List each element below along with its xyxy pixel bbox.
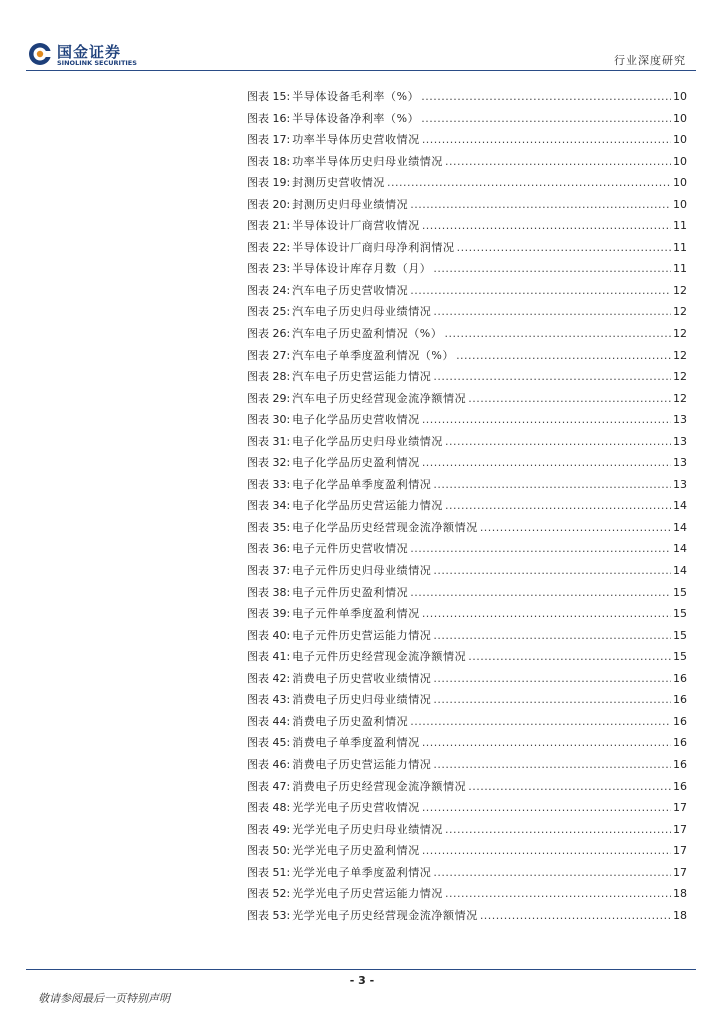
toc-entry-title: 电子化学品历史经营现金流净额情况: [292, 520, 478, 534]
toc-entry-number: 图表 41:: [247, 650, 291, 664]
toc-entry-number: 图表 44:: [247, 714, 291, 728]
toc-entry-number: 图表 38:: [247, 585, 291, 599]
toc-entry[interactable]: [247, 840, 687, 862]
page-header: [0, 0, 724, 80]
toc-dot-leader: [422, 603, 671, 625]
toc-entry-page: 13: [673, 434, 687, 448]
toc-entry[interactable]: [247, 151, 687, 173]
toc-entry-number: 图表 49:: [247, 822, 291, 836]
toc-entry[interactable]: [247, 754, 687, 776]
toc-entry-title: 半导体设计厂商营收情况: [292, 219, 420, 233]
toc-entry-title: 电子化学品单季度盈利情况: [292, 477, 432, 491]
toc-entry-number: 图表 20:: [247, 197, 291, 211]
toc-entry-page: 13: [673, 477, 687, 491]
toc-entry-number: 图表 21:: [247, 219, 291, 233]
toc-entry-title: 消费电子历史盈利情况: [292, 714, 409, 728]
toc-entry-page: 16: [673, 693, 687, 707]
toc-entry-title: 汽车电子历史盈利情况（%）: [292, 327, 443, 341]
toc-entry[interactable]: [247, 776, 687, 798]
footer-divider: [26, 969, 696, 970]
toc-entry-number: 图表 46:: [247, 757, 291, 771]
toc-entry-title: 汽车电子历史营运能力情况: [292, 370, 432, 384]
toc-dot-leader: [422, 409, 671, 431]
toc-dot-leader: [410, 280, 671, 302]
toc-entry-page: 12: [673, 305, 687, 319]
toc-dot-leader: [421, 108, 671, 130]
toc-entry[interactable]: [247, 495, 687, 517]
toc-dot-leader: [422, 797, 671, 819]
toc-entry-title: 功率半导体历史营收情况: [292, 133, 420, 147]
toc-entry-title: 电子化学品历史归母业绩情况: [292, 434, 444, 448]
toc-entry[interactable]: [247, 474, 687, 496]
toc-dot-leader: [480, 905, 671, 927]
figure-table-of-contents: [247, 86, 687, 926]
toc-dot-leader: [410, 194, 671, 216]
toc-entry-page: 16: [673, 671, 687, 685]
toc-entry[interactable]: [247, 452, 687, 474]
toc-entry[interactable]: [247, 345, 687, 367]
toc-entry[interactable]: [247, 237, 687, 259]
toc-entry-title: 半导体设计厂商归母净利润情况: [292, 240, 455, 254]
toc-entry-page: 10: [673, 111, 687, 125]
toc-entry-page: 18: [673, 887, 687, 901]
toc-dot-leader: [410, 582, 671, 604]
toc-entry-title: 半导体设计库存月数（月）: [292, 262, 432, 276]
toc-entry[interactable]: [247, 538, 687, 560]
toc-entry-page: 13: [673, 413, 687, 427]
toc-dot-leader: [468, 388, 671, 410]
toc-entry-page: 15: [673, 585, 687, 599]
toc-entry-page: 15: [673, 607, 687, 621]
toc-dot-leader: [445, 883, 671, 905]
toc-dot-leader: [456, 345, 671, 367]
toc-entry-page: 13: [673, 456, 687, 470]
toc-dot-leader: [433, 560, 671, 582]
toc-entry-title: 电子元件历史归母业绩情况: [292, 564, 432, 578]
toc-entry[interactable]: [247, 366, 687, 388]
toc-entry-page: 12: [673, 283, 687, 297]
toc-entry-number: 图表 42:: [247, 671, 291, 685]
toc-entry[interactable]: [247, 280, 687, 302]
toc-entry-number: 图表 25:: [247, 305, 291, 319]
toc-dot-leader: [468, 776, 671, 798]
toc-entry-title: 光学光电子历史营收情况: [292, 801, 420, 815]
toc-entry-page: 10: [673, 133, 687, 147]
toc-dot-leader: [445, 819, 671, 841]
toc-entry[interactable]: [247, 862, 687, 884]
toc-dot-leader: [422, 129, 671, 151]
company-logo: [28, 40, 138, 70]
disclaimer-note: 敬请参阅最后一页特别声明: [38, 992, 170, 1005]
toc-entry-title: 光学光电子历史归母业绩情况: [292, 822, 444, 836]
toc-entry-number: 图表 24:: [247, 283, 291, 297]
toc-entry-page: 10: [673, 176, 687, 190]
toc-entry-number: 图表 33:: [247, 477, 291, 491]
toc-entry[interactable]: [247, 689, 687, 711]
toc-entry-page: 16: [673, 757, 687, 771]
toc-dot-leader: [422, 840, 671, 862]
logo-english-name: SINOLINK SECURITIES: [57, 59, 137, 67]
toc-entry-title: 电子元件历史经营现金流净额情况: [292, 650, 467, 664]
toc-entry-page: 16: [673, 779, 687, 793]
toc-entry-page: 16: [673, 736, 687, 750]
toc-entry-number: 图表 32:: [247, 456, 291, 470]
toc-dot-leader: [445, 495, 671, 517]
toc-entry[interactable]: [247, 797, 687, 819]
toc-dot-leader: [422, 215, 671, 237]
toc-entry-number: 图表 36:: [247, 542, 291, 556]
toc-entry-number: 图表 48:: [247, 801, 291, 815]
toc-entry[interactable]: [247, 582, 687, 604]
toc-entry-title: 光学光电子历史盈利情况: [292, 844, 420, 858]
toc-entry-title: 消费电子历史营运能力情况: [292, 757, 432, 771]
toc-entry-title: 汽车电子历史归母业绩情况: [292, 305, 432, 319]
toc-entry-page: 16: [673, 714, 687, 728]
toc-entry-number: 图表 18:: [247, 154, 291, 168]
toc-dot-leader: [433, 862, 671, 884]
toc-entry[interactable]: [247, 646, 687, 668]
toc-entry-title: 封测历史营收情况: [292, 176, 386, 190]
toc-entry[interactable]: [247, 431, 687, 453]
toc-dot-leader: [468, 646, 671, 668]
toc-entry-page: 10: [673, 90, 687, 103]
toc-dot-leader: [410, 538, 671, 560]
toc-dot-leader: [410, 711, 671, 733]
toc-entry-page: 12: [673, 348, 687, 362]
toc-dot-leader: [433, 366, 671, 388]
toc-dot-leader: [433, 625, 671, 647]
toc-entry[interactable]: [247, 194, 687, 216]
toc-entry-page: 10: [673, 197, 687, 211]
toc-entry[interactable]: [247, 258, 687, 280]
toc-entry-page: 12: [673, 370, 687, 384]
toc-entry-page: 10: [673, 154, 687, 168]
toc-entry-title: 电子化学品历史盈利情况: [292, 456, 420, 470]
toc-entry-title: 消费电子历史营收业绩情况: [292, 671, 432, 685]
toc-dot-leader: [457, 237, 671, 259]
toc-entry-number: 图表 39:: [247, 607, 291, 621]
toc-entry-page: 11: [673, 240, 687, 254]
toc-entry[interactable]: [247, 86, 687, 108]
header-divider: [26, 70, 696, 71]
toc-entry-title: 功率半导体历史归母业绩情况: [292, 154, 444, 168]
toc-entry-title: 汽车电子历史营收情况: [292, 283, 409, 297]
toc-entry-number: 图表 22:: [247, 240, 291, 254]
toc-entry-title: 光学光电子历史经营现金流净额情况: [292, 908, 478, 922]
toc-dot-leader: [433, 689, 671, 711]
toc-entry-number: 图表 19:: [247, 176, 291, 190]
toc-entry-page: 17: [673, 844, 687, 858]
toc-entry[interactable]: [247, 732, 687, 754]
toc-entry-title: 电子元件历史营运能力情况: [292, 628, 432, 642]
toc-dot-leader: [421, 86, 671, 108]
toc-dot-leader: [433, 754, 671, 776]
toc-entry-number: 图表 35:: [247, 520, 291, 534]
toc-dot-leader: [422, 452, 671, 474]
toc-entry-number: 图表 31:: [247, 434, 291, 448]
toc-entry-title: 消费电子单季度盈利情况: [292, 736, 420, 750]
toc-dot-leader: [422, 732, 671, 754]
toc-entry-page: 14: [673, 520, 687, 534]
toc-entry-number: 图表 34:: [247, 499, 291, 513]
toc-entry-page: 15: [673, 628, 687, 642]
toc-entry-page: 17: [673, 801, 687, 815]
toc-entry[interactable]: [247, 323, 687, 345]
toc-entry-title: 封测历史归母业绩情况: [292, 197, 409, 211]
logo-chinese-name: 国金证券: [57, 43, 122, 61]
toc-entry-title: 光学光电子历史营运能力情况: [292, 887, 444, 901]
toc-entry[interactable]: [247, 819, 687, 841]
toc-entry[interactable]: [247, 108, 687, 130]
toc-entry[interactable]: [247, 172, 687, 194]
toc-entry-page: 17: [673, 865, 687, 879]
toc-dot-leader: [433, 301, 671, 323]
toc-entry-title: 电子元件历史盈利情况: [292, 585, 409, 599]
toc-entry-number: 图表 51:: [247, 865, 291, 879]
toc-entry-title: 电子化学品历史营收情况: [292, 413, 420, 427]
toc-entry-page: 11: [673, 262, 687, 276]
toc-entry-number: 图表 30:: [247, 413, 291, 427]
toc-entry-title: 电子化学品历史营运能力情况: [292, 499, 444, 513]
toc-entry-number: 图表 29:: [247, 391, 291, 405]
toc-entry-number: 图表 47:: [247, 779, 291, 793]
toc-entry-number: 图表 43:: [247, 693, 291, 707]
toc-entry[interactable]: [247, 603, 687, 625]
toc-dot-leader: [445, 151, 671, 173]
toc-dot-leader: [433, 474, 671, 496]
toc-entry-number: 图表 15:: [247, 90, 291, 103]
toc-entry[interactable]: [247, 388, 687, 410]
toc-entry[interactable]: [247, 905, 687, 927]
toc-dot-leader: [387, 172, 671, 194]
toc-entry[interactable]: [247, 301, 687, 323]
toc-entry[interactable]: [247, 129, 687, 151]
toc-entry-number: 图表 53:: [247, 908, 291, 922]
toc-entry-number: 图表 26:: [247, 327, 291, 341]
toc-entry-page: 14: [673, 542, 687, 556]
toc-entry[interactable]: [247, 711, 687, 733]
toc-dot-leader: [433, 668, 671, 690]
toc-entry-number: 图表 17:: [247, 133, 291, 147]
toc-entry-title: 电子元件单季度盈利情况: [292, 607, 420, 621]
toc-dot-leader: [444, 323, 671, 345]
toc-entry-title: 光学光电子单季度盈利情况: [292, 865, 432, 879]
page-number: - 3 -: [349, 974, 375, 987]
toc-entry-number: 图表 28:: [247, 370, 291, 384]
toc-entry[interactable]: [247, 409, 687, 431]
toc-entry[interactable]: [247, 517, 687, 539]
toc-entry-page: 14: [673, 499, 687, 513]
toc-entry-title: 汽车电子历史经营现金流净额情况: [292, 391, 467, 405]
sinolink-logo-icon: [28, 42, 52, 66]
toc-entry-page: 17: [673, 822, 687, 836]
toc-entry-title: 汽车电子单季度盈利情况（%）: [292, 348, 455, 362]
toc-entry[interactable]: [247, 215, 687, 237]
toc-entry-number: 图表 45:: [247, 736, 291, 750]
toc-entry-page: 12: [673, 391, 687, 405]
toc-entry-number: 图表 37:: [247, 564, 291, 578]
toc-dot-leader: [445, 431, 671, 453]
toc-dot-leader: [480, 517, 671, 539]
toc-dot-leader: [433, 258, 671, 280]
toc-entry-page: 15: [673, 650, 687, 664]
toc-entry-title: 消费电子历史归母业绩情况: [292, 693, 432, 707]
toc-entry-page: 11: [673, 219, 687, 233]
toc-entry-number: 图表 40:: [247, 628, 291, 642]
toc-entry[interactable]: [247, 883, 687, 905]
toc-entry-page: 12: [673, 327, 687, 341]
toc-entry-number: 图表 50:: [247, 844, 291, 858]
toc-entry[interactable]: [247, 560, 687, 582]
toc-entry-number: 图表 16:: [247, 111, 291, 125]
toc-entry-page: 14: [673, 564, 687, 578]
toc-entry-number: 图表 27:: [247, 348, 291, 362]
toc-entry-number: 图表 52:: [247, 887, 291, 901]
toc-entry-number: 图表 23:: [247, 262, 291, 276]
toc-entry[interactable]: [247, 668, 687, 690]
toc-entry-title: 半导体设备毛利率（%）: [292, 90, 420, 103]
toc-entry-title: 消费电子历史经营现金流净额情况: [292, 779, 467, 793]
toc-entry-page: 18: [673, 908, 687, 922]
toc-entry-title: 电子元件历史营收情况: [292, 542, 409, 556]
toc-entry[interactable]: [247, 625, 687, 647]
toc-entry-title: 半导体设备净利率（%）: [292, 111, 420, 125]
report-type-label: 行业深度研究: [614, 54, 686, 67]
